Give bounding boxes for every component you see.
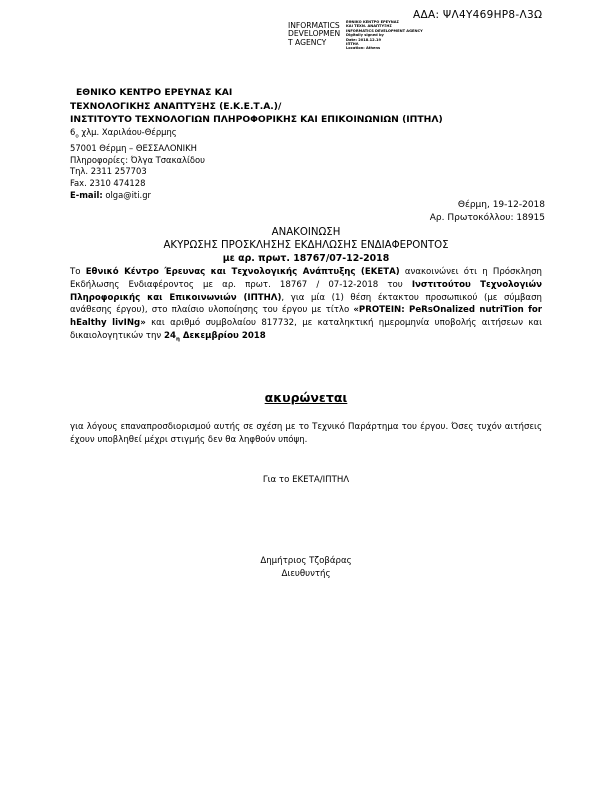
stamp-line: ΚΑΙ ΤΕΧΝ. ΑΝΑΠΤΥΞΗΣ xyxy=(346,24,392,29)
para-bold-eketa: Εθνικό Κέντρο Έρευνας και Τεχνολογικής Ανάπτυξης (ΕΚΕΤΑ) xyxy=(85,267,400,277)
street-address xyxy=(70,127,205,143)
notice-title: ΑΝΑΚΟΙΝΩΣΗ xyxy=(271,227,341,238)
email-line xyxy=(70,190,205,202)
signature-for-line: Για το ΕΚΕΤΑ/ΙΠΤΗΛ xyxy=(262,475,350,485)
email-address: olga@iti.gr xyxy=(102,189,151,200)
deadline-month-year: Δεκεμβρίου 2018 xyxy=(179,330,266,341)
notice-subtitle: ΑΚΥΡΩΣΗΣ ΠΡΟΣΚΛΗΣΗΣ ΕΚΔΗΛΩΣΗΣ ΕΝΔΙΑΦΕΡΟΝΤΟΣ xyxy=(163,240,449,251)
street-name: χλμ. Χαριλάου-Θέρμης xyxy=(78,127,177,137)
city-line: 57001 Θέρμη – ΘΕΣΣΑΛΟΝΙΚΗ xyxy=(70,143,197,154)
notice-heading xyxy=(0,226,612,265)
agency-logo-text xyxy=(288,22,346,47)
protocol-number: Αρ. Πρωτοκόλλου: 18915 xyxy=(429,213,545,223)
digital-signature-stamp xyxy=(346,20,423,51)
ada-code: ΑΔΑ: ΨΛ4Υ469ΗΡ8-Λ3Ω xyxy=(413,9,543,21)
deadline-day: 24 xyxy=(163,330,176,341)
fax-line: Fax. 2310 474128 xyxy=(70,178,146,189)
stamp-line: Date: 2018.12.19 xyxy=(346,37,381,42)
stamp-line: ΙΠΤΗΛ xyxy=(346,42,359,47)
stamp-line: Location: Athens xyxy=(346,46,381,51)
deadline-ordinal: η xyxy=(175,336,180,343)
project-title: «PROTEIN: PeRsOnalized nutriTion for hEalthy livINg» xyxy=(70,305,542,329)
para-bold-iptil: Ινστιτούτου Τεχνολογιών Πληροφορικής και Επικοινωνιών (ΙΠΤΗΛ) xyxy=(70,279,542,303)
logo-line-2: DEVELOPMEN xyxy=(288,29,341,39)
signer-name: Δημήτριος Τζοβάρας xyxy=(260,556,352,566)
info-contact: Πληροφορίες: Όλγα Τσακαλίδου xyxy=(70,154,205,165)
para-text: και αριθμό συμβολαίου 817732, με καταληκτική ημερομηνία υποβολής αιτήσεων και δικαιολογητικών την xyxy=(70,318,543,341)
stamp-line: Digitally signed by xyxy=(346,33,384,38)
notice-reference: με αρ. πρωτ. 18767/07-12-2018 xyxy=(222,253,390,264)
email-label: E-mail: xyxy=(70,189,103,200)
logo-line-1: INFORMATICS xyxy=(288,21,340,30)
org-line-3: ΙΝΣΤΙΤΟΥΤΟ ΤΕΧΝΟΛΟΓΙΩΝ ΠΛΗΡΟΦΟΡΙΚΗΣ ΚΑΙ ΕΠΙΚΟΙΝΩΝΙΩΝ (ΙΠΤΗΛ) xyxy=(70,114,443,126)
street-number: 6 xyxy=(70,127,76,137)
signatory-block xyxy=(0,555,612,581)
stamp-line: INFORMATICS DEVELOPMENT AGENCY xyxy=(346,28,423,33)
logo-line-3: T AGENCY xyxy=(288,37,327,47)
cancelled-heading: ακυρώνεται xyxy=(264,390,348,405)
phone-line: Τηλ. 2311 257703 xyxy=(70,166,147,177)
para-text: , για μία (1) θέση έκτακτου προσωπικού (με σύμβαση ανάθεσης έργου), στο πλαίσιο υλοποίησης του έργου με τίτλο xyxy=(70,292,542,316)
contact-block xyxy=(70,127,205,201)
org-line-1: ΕΘΝΙΚΟ ΚΕΝΤΡΟ ΕΡΕΥΝΑΣ ΚΑΙ xyxy=(76,87,233,98)
organization-header xyxy=(70,86,443,127)
stamp-line: ΕΘΝΙΚΟ ΚΕΝΤΡΟ ΕΡΕΥΝΑΣ xyxy=(346,20,399,24)
main-paragraph xyxy=(70,266,542,347)
para-text: ανακοινώνει ότι η Πρόσκληση Εκδήλωσης Ενδιαφέροντος με αρ. πρωτ. 18767 / 07-12-2018 του xyxy=(70,267,542,290)
reason-paragraph: για λόγους επαναπροσδιορισμού αυτής σε σχέση με το Τεχνικό Παράρτημα του έργου. Όσες τυχόν αιτήσεις έχουν υποβληθεί μέχρι στιγμής δεν θα ληφθούν υπόψη. xyxy=(70,422,542,445)
street-ordinal: ο xyxy=(75,133,79,140)
date-line: Θέρμη, 19-12-2018 xyxy=(457,200,545,210)
para-text: Το xyxy=(70,267,86,277)
org-line-2: ΤΕΧΝΟΛΟΓΙΚΗΣ ΑΝΑΠΤΥΞΗΣ (Ε.Κ.Ε.Τ.Α.)/ xyxy=(70,100,282,112)
signer-title: Διευθυντής xyxy=(281,569,331,579)
date-protocol-block xyxy=(430,199,545,225)
